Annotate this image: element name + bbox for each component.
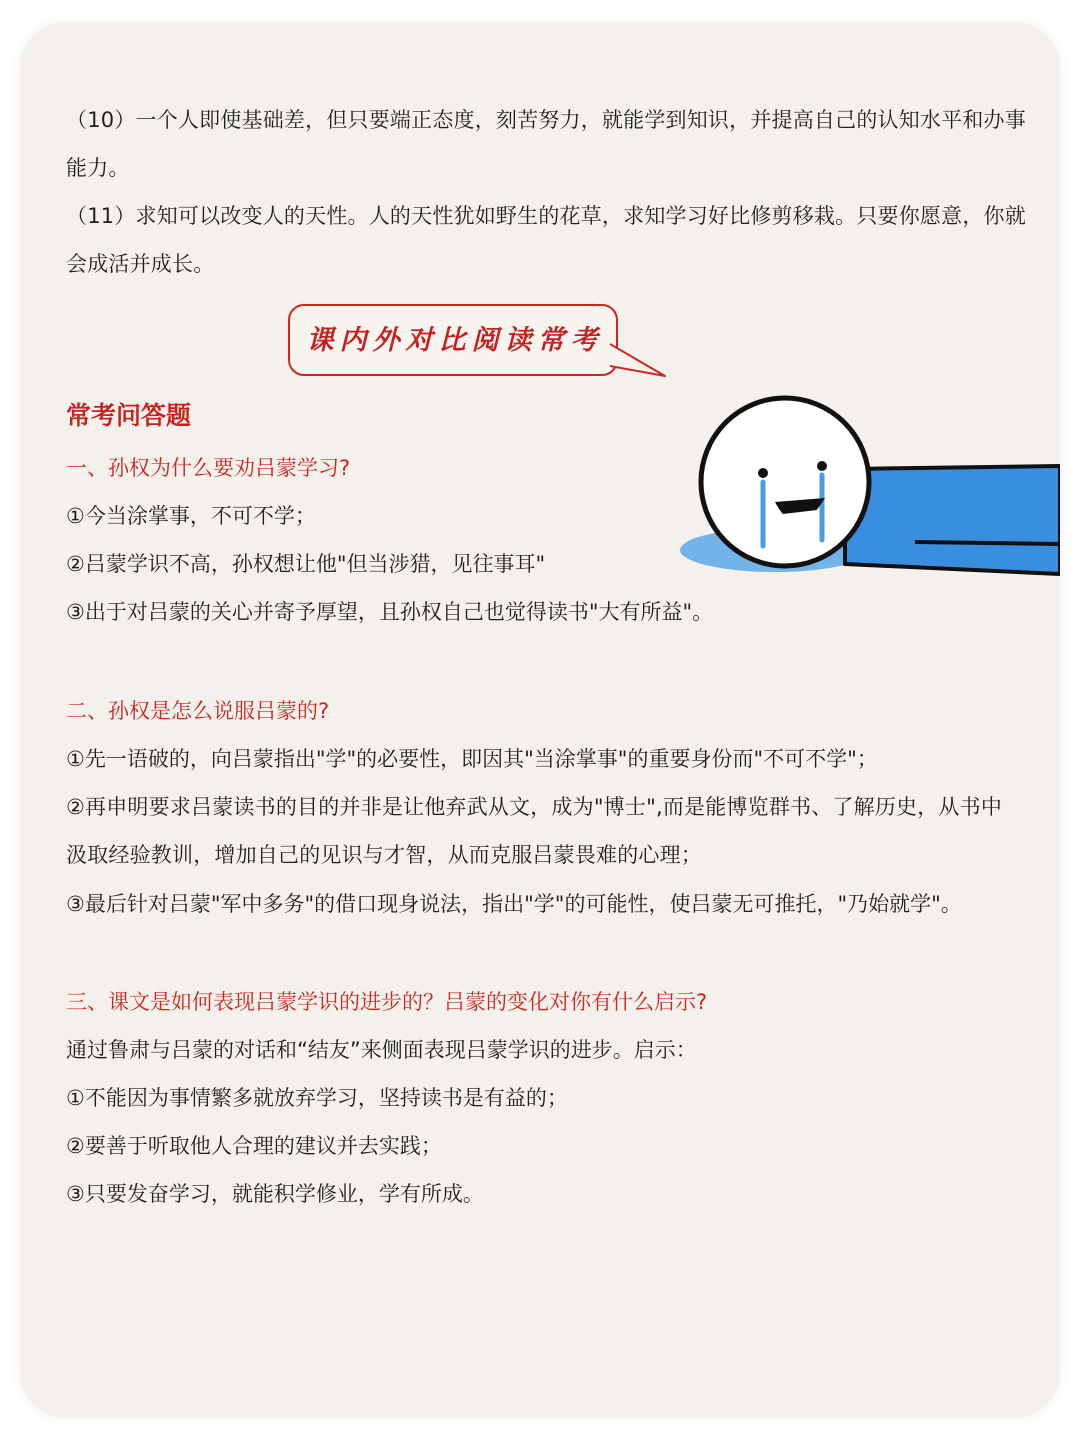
question-1-title: 一、孙权为什么要劝吕蒙学习?: [66, 456, 351, 480]
q3-intro: 通过鲁肃与吕蒙的对话和“结友”来侧面表现吕蒙学识的进步。启示：: [66, 1038, 697, 1062]
document-card: [20, 22, 1060, 1418]
q1-answer-1: ①今当涂掌事，不可不学；: [66, 504, 316, 528]
q2-answer-2: ②再申明要求吕蒙读书的目的并非是让他弃武从文，成为"博士",而是能博览群书、了解历史，从书中汲取经验教训，增加自己的见识与才智，从而克服吕蒙畏难的心理；: [66, 795, 1003, 867]
bubble-tail-icon: [610, 340, 670, 380]
q3-answer-3: ③只要发奋学习，就能积学修业，学有所成。: [66, 1182, 484, 1206]
banner-bubble: [288, 304, 618, 376]
point-10: （10）一个人即使基础差，但只要端正态度，刻苦努力，就能学到知识，并提高自己的认知水平和办事能力。: [66, 108, 1026, 180]
q3-answer-1: ①不能因为事情繁多就放弃学习，坚持读书是有益的；: [66, 1086, 568, 1110]
q2-answer-1: ①先一语破的，向吕蒙指出"学"的必要性，即因其"当涂掌事"的重要身份而"不可不学"；: [66, 747, 878, 771]
question-2-title: 二、孙权是怎么说服吕蒙的?: [66, 699, 330, 723]
q1-answer-3: ③出于对吕蒙的关心并寄予厚望，且孙权自己也觉得读书"大有所益"。: [66, 600, 714, 624]
q3-answer-2: ②要善于听取他人合理的建议并去实践；: [66, 1134, 442, 1158]
question-3-title: 三、课文是如何表现吕蒙学识的进步的？吕蒙的变化对你有什么启示?: [66, 990, 708, 1014]
banner-label: 课内外对比阅读常考: [306, 325, 604, 356]
point-11: （11）求知可以改变人的天性。人的天性犹如野生的花草，求知学习好比修剪移栽。只要你愿意，你就会成活并成长。: [66, 204, 1026, 276]
q2-answer-3: ③最后针对吕蒙"军中多务"的借口现身说法，指出"学"的可能性，使吕蒙无可推托，"乃始就学"。: [66, 892, 962, 916]
q1-answer-2: ②吕蒙学识不高，孙权想让他"但当涉猎，见往事耳": [66, 552, 546, 576]
section-title: 常考问答题: [66, 401, 192, 430]
